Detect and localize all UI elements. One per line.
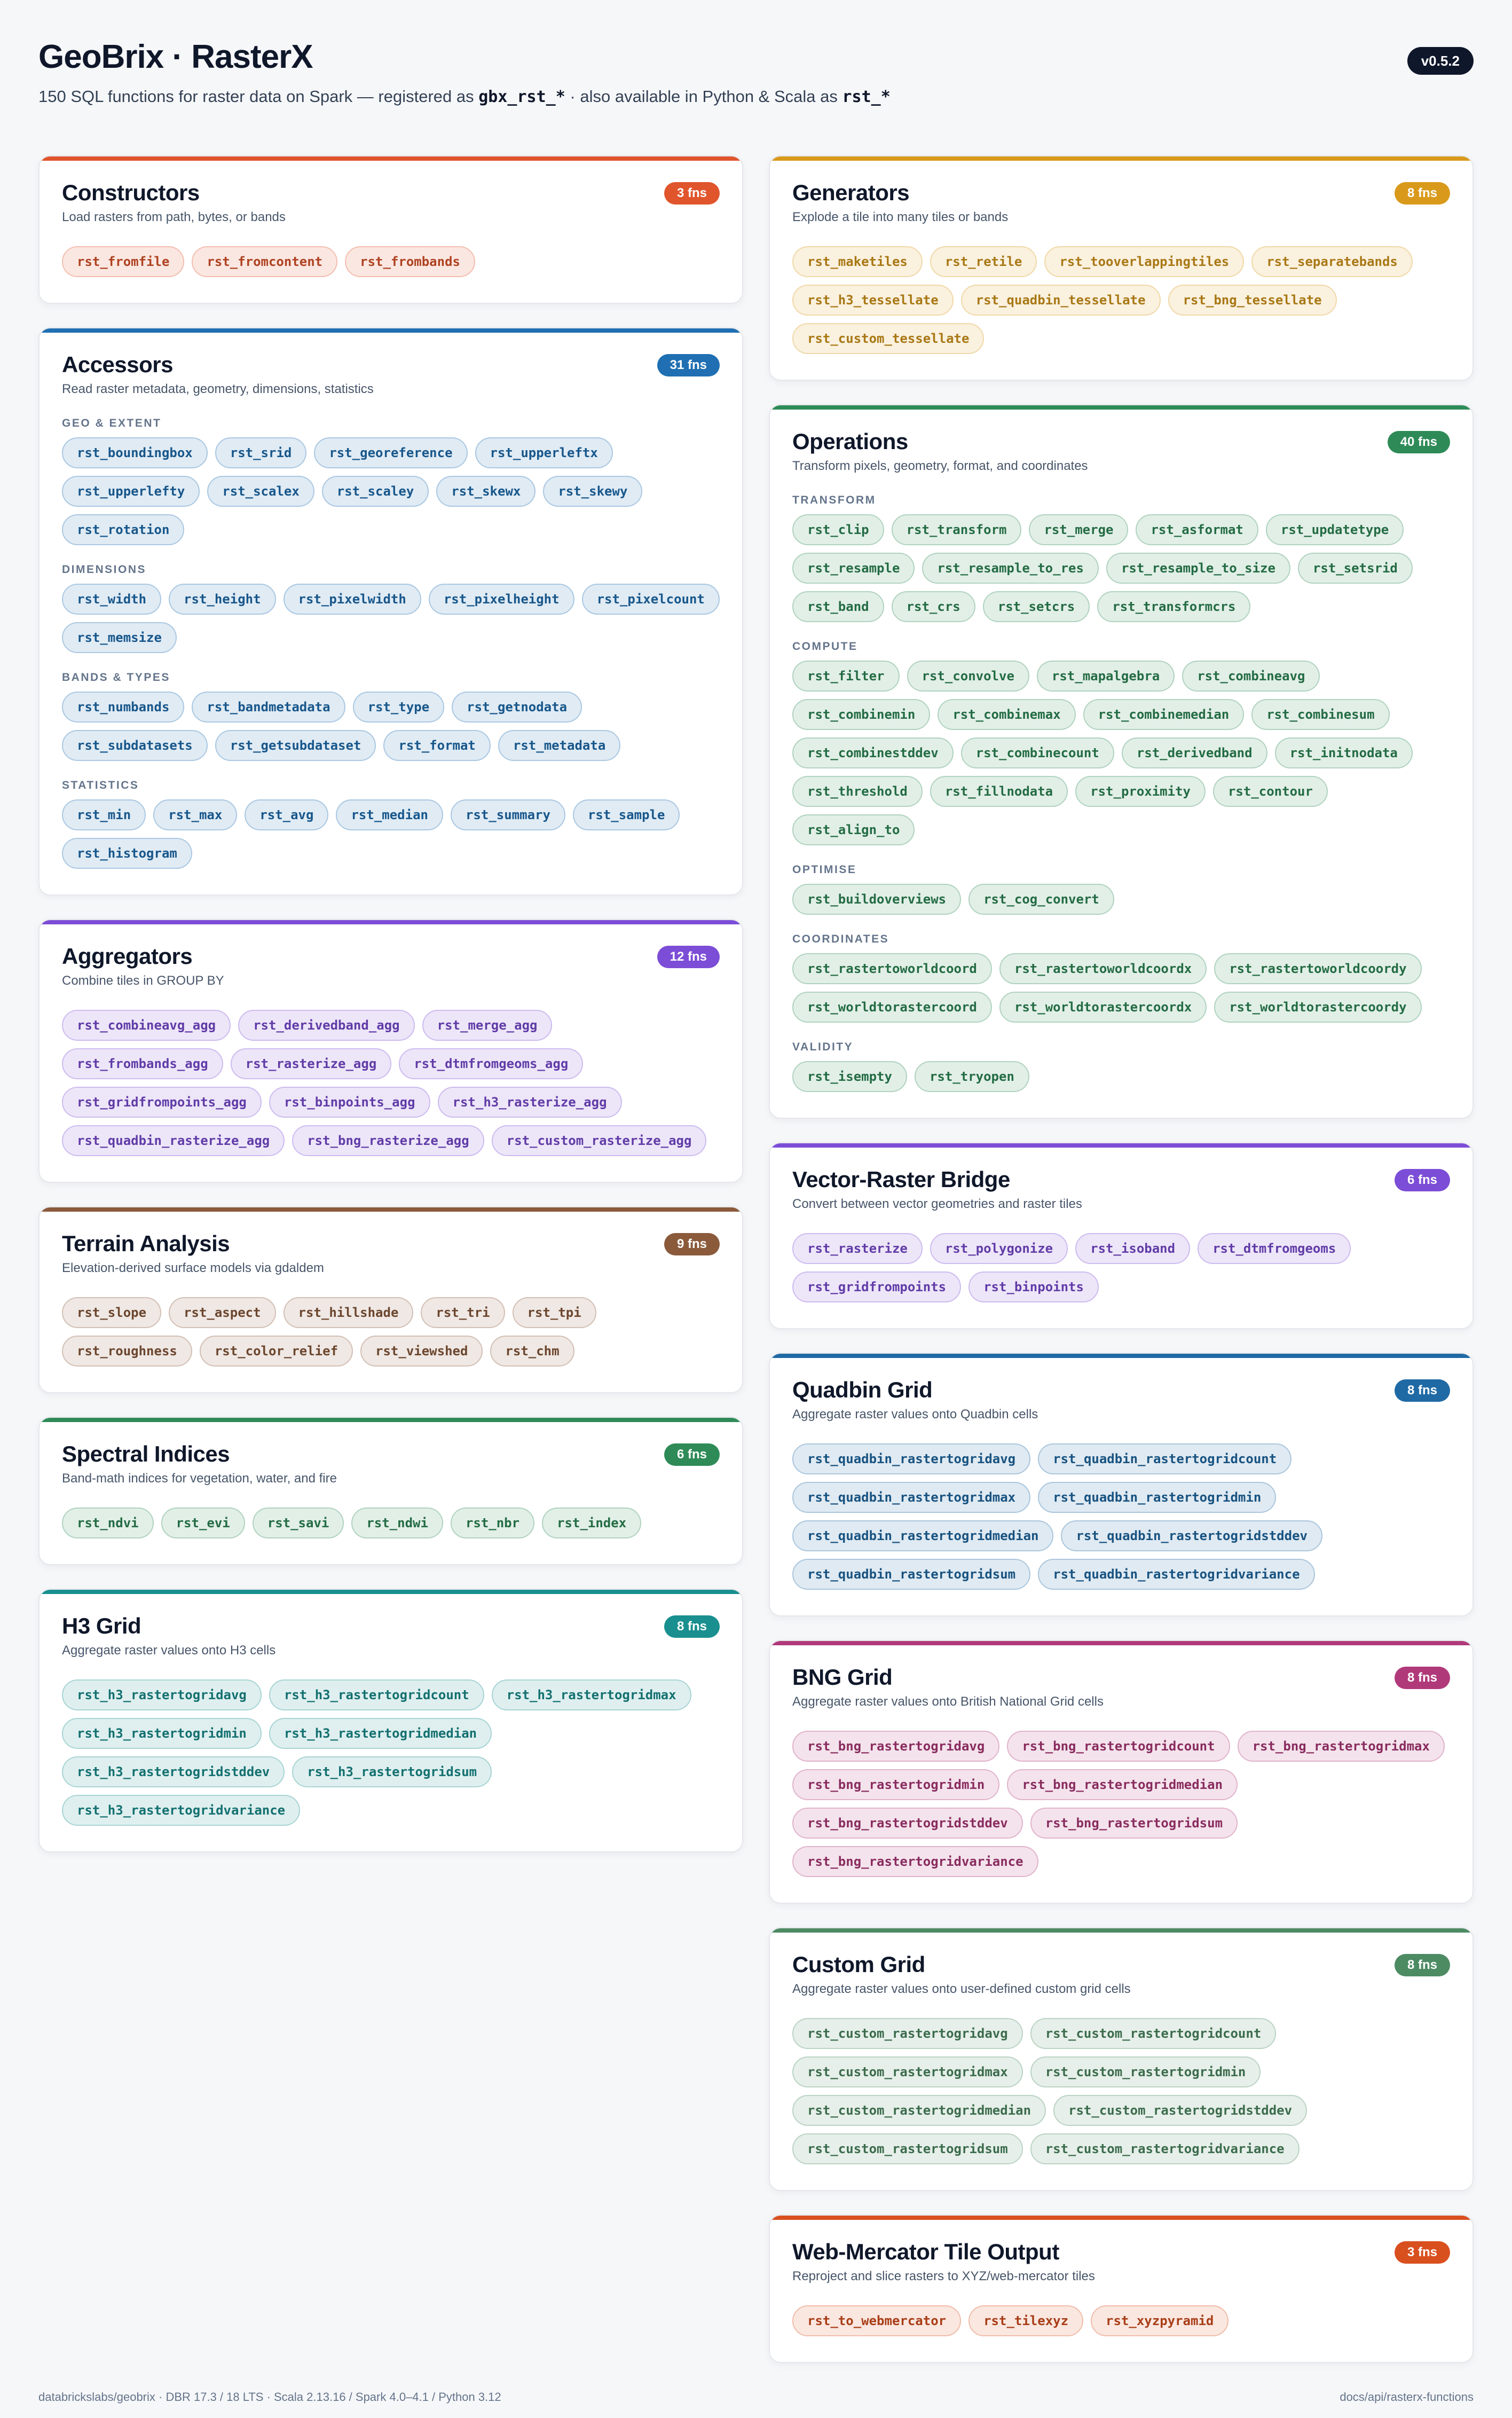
function-chip[interactable]: rst_worldtorastercoordy <box>1214 992 1421 1023</box>
card-bng <box>769 1640 1474 1904</box>
function-chip-list <box>62 584 720 653</box>
card-title: Terrain Analysis <box>62 1231 230 1256</box>
function-chip[interactable]: rst_combinemax <box>938 699 1075 730</box>
function-chip[interactable]: rst_ndwi <box>351 1508 443 1538</box>
function-chip[interactable]: rst_height <box>169 584 276 615</box>
function-chip[interactable]: rst_tpi <box>513 1297 596 1328</box>
card-description: Explode a tile into many tiles or bands <box>792 210 1009 224</box>
function-chip[interactable]: rst_h3_rastertogridsum <box>292 1756 492 1787</box>
card-title: Spectral Indices <box>62 1441 230 1466</box>
function-chip[interactable]: rst_metadata <box>498 730 620 761</box>
function-chip[interactable]: rst_combinemedian <box>1083 699 1245 730</box>
card-description: Band-math indices for vegetation, water, and fire <box>62 1471 337 1486</box>
function-chip[interactable]: rst_custom_rastertogridmin <box>1030 2056 1261 2087</box>
card-description: Transform pixels, geometry, format, and coordinates <box>792 459 1088 473</box>
function-chip[interactable]: rst_skewy <box>543 476 642 507</box>
function-chip[interactable]: rst_custom_rastertogridcount <box>1030 2018 1277 2049</box>
card-header <box>792 1662 1450 1712</box>
function-chip[interactable]: rst_tri <box>421 1297 505 1328</box>
function-chip[interactable]: rst_threshold <box>792 776 923 807</box>
function-chip-list <box>792 1233 1450 1302</box>
function-chip[interactable]: rst_separatebands <box>1251 246 1413 277</box>
count-badge: 6 fns <box>664 1443 720 1466</box>
function-chip-list <box>62 1508 720 1538</box>
function-chip[interactable]: rst_maketiles <box>792 246 923 277</box>
function-chip[interactable]: rst_upperlefty <box>62 476 200 507</box>
card-operations <box>769 404 1474 1119</box>
subtitle-code-rst: rst_* <box>842 88 891 106</box>
function-chip[interactable]: rst_avg <box>245 799 328 830</box>
function-chip[interactable]: rst_frombands <box>345 246 475 277</box>
function-chip[interactable]: rst_buildoverviews <box>792 884 961 915</box>
function-chip[interactable]: rst_band <box>792 591 884 622</box>
count-badge: 6 fns <box>1395 1169 1450 1191</box>
function-chip-list <box>792 1061 1450 1092</box>
card-header <box>62 350 720 399</box>
card-title: Operations <box>792 429 908 454</box>
function-chip[interactable]: rst_transformcrs <box>1097 591 1250 622</box>
function-chip[interactable]: rst_rasterize <box>792 1233 923 1264</box>
card-title: Quadbin Grid <box>792 1377 933 1402</box>
card-header <box>62 1439 720 1488</box>
function-chip[interactable]: rst_bng_rastertogridmedian <box>1007 1769 1238 1800</box>
count-badge: 8 fns <box>1395 182 1450 205</box>
function-chip[interactable]: rst_pixelwidth <box>284 584 421 615</box>
function-chip[interactable]: rst_convolve <box>907 661 1029 692</box>
card-header <box>792 2237 1450 2286</box>
function-chip[interactable]: rst_custom_rastertogridsum <box>792 2133 1023 2164</box>
function-chip[interactable]: rst_subdatasets <box>62 730 208 761</box>
card-accessors <box>38 327 743 896</box>
card-h3 <box>38 1589 743 1852</box>
function-chip[interactable]: rst_max <box>153 799 237 830</box>
function-chip[interactable]: rst_setcrs <box>983 591 1090 622</box>
function-chip[interactable]: rst_bng_rastertogridmax <box>1238 1731 1445 1762</box>
card-description: Convert between vector geometries and raster tiles <box>792 1197 1082 1211</box>
function-chip-list <box>792 1731 1450 1877</box>
right-column <box>769 155 1474 2386</box>
function-chip[interactable]: rst_rastertoworldcoord <box>792 953 992 984</box>
function-chip[interactable]: rst_type <box>353 692 445 723</box>
function-chip[interactable]: rst_contour <box>1213 776 1328 807</box>
card-header <box>62 941 720 991</box>
subtitle-code-gbx: gbx_rst_* <box>478 88 565 106</box>
function-chip[interactable]: rst_h3_rastertogridmin <box>62 1718 262 1749</box>
card-header <box>792 1165 1450 1214</box>
function-chip[interactable]: rst_combinecount <box>961 737 1114 768</box>
function-chip-list <box>62 692 720 761</box>
function-chip[interactable]: rst_getsubdataset <box>215 730 376 761</box>
function-chip[interactable]: rst_custom_rastertogridmax <box>792 2056 1023 2087</box>
function-chip[interactable]: rst_bandmetadata <box>192 692 345 723</box>
function-chip[interactable]: rst_frombands_agg <box>62 1048 223 1079</box>
function-chip[interactable]: rst_pixelheight <box>429 584 574 615</box>
card-terrain <box>38 1206 743 1393</box>
function-chip[interactable]: rst_custom_rastertogridvariance <box>1030 2133 1300 2164</box>
function-chip[interactable]: rst_quadbin_rastertogridsum <box>792 1559 1030 1590</box>
card-header <box>792 178 1450 227</box>
card-description: Aggregate raster values onto British National Grid cells <box>792 1694 1104 1709</box>
card-header <box>792 1375 1450 1424</box>
function-chip[interactable]: rst_merge_agg <box>422 1010 553 1041</box>
count-badge: 3 fns <box>664 182 720 205</box>
function-chip[interactable]: rst_resample_to_size <box>1106 553 1290 584</box>
function-chip[interactable]: rst_scalex <box>207 476 314 507</box>
function-chip[interactable]: rst_quadbin_rastertogridmax <box>792 1482 1030 1513</box>
function-chip[interactable]: rst_hillshade <box>284 1297 414 1328</box>
function-chip[interactable]: rst_getnodata <box>452 692 582 723</box>
function-chip[interactable]: rst_asformat <box>1136 514 1258 545</box>
page-subtitle <box>38 83 1474 111</box>
function-chip[interactable]: rst_h3_rasterize_agg <box>438 1087 622 1118</box>
card-header <box>62 1229 720 1278</box>
card-description: Read raster metadata, geometry, dimensions, statistics <box>62 382 374 396</box>
function-chip[interactable]: rst_summary <box>451 799 565 830</box>
function-chip[interactable]: rst_updatetype <box>1266 514 1404 545</box>
function-chip[interactable]: rst_color_relief <box>200 1336 353 1367</box>
group-label: BANDS & TYPES <box>62 671 170 684</box>
function-chip[interactable]: rst_bng_rasterize_agg <box>292 1125 484 1156</box>
card-title: Aggregators <box>62 944 193 969</box>
function-chip[interactable]: rst_filter <box>792 661 900 692</box>
function-chip[interactable]: rst_quadbin_rastertogridavg <box>792 1443 1030 1474</box>
function-chip[interactable]: rst_tilexyz <box>968 2305 1083 2336</box>
footer <box>38 2390 1474 2404</box>
card-description: Reproject and slice rasters to XYZ/web-mercator tiles <box>792 2269 1095 2283</box>
function-chip[interactable]: rst_fromcontent <box>192 246 337 277</box>
function-chip[interactable]: rst_bng_rastertogridmin <box>792 1769 999 1800</box>
function-chip-list <box>62 246 720 277</box>
count-badge: 40 fns <box>1388 431 1450 453</box>
function-chip[interactable]: rst_pixelcount <box>582 584 720 615</box>
function-chip-list <box>62 1297 720 1367</box>
function-chip[interactable]: rst_h3_rastertogridstddev <box>62 1756 285 1787</box>
function-chip[interactable]: rst_mapalgebra <box>1037 661 1175 692</box>
card-title: Web-Mercator Tile Output <box>792 2239 1059 2264</box>
function-chip-list <box>62 1010 720 1156</box>
group-label: VALIDITY <box>792 1041 854 1053</box>
function-chip[interactable]: rst_bng_rastertogridstddev <box>792 1808 1023 1839</box>
group-label: DIMENSIONS <box>62 563 147 576</box>
function-chip[interactable]: rst_isempty <box>792 1061 907 1092</box>
function-chip[interactable]: rst_combinemin <box>792 699 930 730</box>
function-chip[interactable]: rst_quadbin_rastertogridstddev <box>1061 1520 1322 1551</box>
function-chip[interactable]: rst_rasterize_agg <box>231 1048 392 1079</box>
function-chip-list <box>62 1679 720 1826</box>
function-chip[interactable]: rst_gridfrompoints_agg <box>62 1087 262 1118</box>
count-badge: 3 fns <box>1395 2241 1450 2264</box>
card-title: Constructors <box>62 180 200 205</box>
function-chip[interactable]: rst_cog_convert <box>968 884 1114 915</box>
count-badge: 8 fns <box>1395 1667 1450 1689</box>
count-badge: 31 fns <box>657 354 720 376</box>
function-chip[interactable]: rst_combineavg_agg <box>62 1010 231 1041</box>
function-chip[interactable]: rst_transform <box>892 514 1022 545</box>
footer-doc-link[interactable]: docs/api/rasterx-functions <box>1340 2390 1474 2404</box>
card-webmercator <box>769 2215 1474 2363</box>
function-chip[interactable]: rst_merge <box>1029 514 1128 545</box>
function-chip[interactable]: rst_xyzpyramid <box>1091 2305 1228 2336</box>
card-header <box>62 178 720 227</box>
function-chip[interactable]: rst_skewx <box>436 476 536 507</box>
function-chip[interactable]: rst_sample <box>573 799 680 830</box>
function-chip[interactable]: rst_worldtorastercoord <box>792 992 992 1023</box>
function-chip-list <box>792 514 1450 622</box>
function-chip[interactable]: rst_aspect <box>169 1297 276 1328</box>
card-spectral <box>38 1417 743 1565</box>
function-chip[interactable]: rst_custom_rastertogridavg <box>792 2018 1023 2049</box>
card-title: H3 Grid <box>62 1613 141 1638</box>
function-chip[interactable]: rst_h3_rastertogridavg <box>62 1679 262 1710</box>
function-chip[interactable]: rst_scaley <box>322 476 429 507</box>
card-header <box>62 1611 720 1660</box>
function-chip[interactable]: rst_width <box>62 584 161 615</box>
function-chip[interactable]: rst_setsrid <box>1298 553 1413 584</box>
function-chip[interactable]: rst_median <box>336 799 443 830</box>
function-chip[interactable]: rst_to_webmercator <box>792 2305 961 2336</box>
function-chip[interactable]: rst_evi <box>161 1508 245 1538</box>
function-chip[interactable]: rst_quadbin_rastertogridmin <box>1038 1482 1276 1513</box>
function-chip[interactable]: rst_combineavg <box>1182 661 1320 692</box>
header <box>38 33 1474 113</box>
function-chip-list <box>792 2018 1450 2164</box>
card-title: Generators <box>792 180 910 205</box>
page-title: GeoBrix · RasterX <box>38 38 313 75</box>
function-chip[interactable]: rst_derivedband_agg <box>238 1010 415 1041</box>
function-chip[interactable]: rst_chm <box>490 1336 574 1367</box>
card-generators <box>769 155 1474 381</box>
function-chip[interactable]: rst_bng_rastertogridavg <box>792 1731 999 1762</box>
function-chip[interactable]: rst_isoband <box>1075 1233 1190 1264</box>
card-description: Aggregate raster values onto user-defined custom grid cells <box>792 1982 1131 1996</box>
function-chip[interactable]: rst_srid <box>215 437 307 468</box>
function-chip[interactable]: rst_combinestddev <box>792 737 954 768</box>
footer-meta: databrickslabs/geobrix · DBR 17.3 / 18 LTS · Scala 2.13.16 / Spark 4.0–4.1 / Python 3.12 <box>38 2390 501 2404</box>
function-chip-list <box>792 884 1450 915</box>
function-chip[interactable]: rst_boundingbox <box>62 437 208 468</box>
group-label: COORDINATES <box>792 933 889 945</box>
function-chip[interactable]: rst_derivedband <box>1122 737 1267 768</box>
function-chip[interactable]: rst_binpoints_agg <box>269 1087 430 1118</box>
function-chip[interactable]: rst_custom_tessellate <box>792 323 984 354</box>
group-label: OPTIMISE <box>792 863 857 876</box>
function-chip[interactable]: rst_h3_rastertogridmedian <box>269 1718 492 1749</box>
function-chip[interactable]: rst_dtmfromgeoms_agg <box>399 1048 583 1079</box>
function-chip[interactable]: rst_ndvi <box>62 1508 154 1538</box>
function-chip[interactable]: rst_gridfrompoints <box>792 1271 961 1302</box>
function-chip[interactable]: rst_upperleftx <box>475 437 613 468</box>
function-chip[interactable]: rst_roughness <box>62 1336 192 1367</box>
function-chip[interactable]: rst_crs <box>892 591 975 622</box>
function-chip[interactable]: rst_quadbin_tessellate <box>961 285 1161 316</box>
count-badge: 12 fns <box>657 946 720 968</box>
subtitle-prefix: 150 SQL functions for raster data on Spark — registered as <box>38 87 479 106</box>
function-chip[interactable]: rst_resample_to_res <box>922 553 1099 584</box>
function-chip-list <box>792 661 1450 845</box>
function-chip[interactable]: rst_quadbin_rastertogridmedian <box>792 1520 1053 1551</box>
function-chip[interactable]: rst_viewshed <box>360 1336 483 1367</box>
function-chip-list <box>62 799 720 869</box>
group-label: STATISTICS <box>62 779 139 791</box>
function-chip[interactable]: rst_rastertoworldcoordy <box>1214 953 1421 984</box>
function-chip[interactable]: rst_rotation <box>62 514 184 545</box>
function-chip[interactable]: rst_format <box>383 730 491 761</box>
function-chip[interactable]: rst_min <box>62 799 146 830</box>
function-chip[interactable]: rst_rastertoworldcoordx <box>999 953 1207 984</box>
function-chip[interactable]: rst_slope <box>62 1297 161 1328</box>
version-badge: v0.5.2 <box>1407 47 1474 75</box>
count-badge: 8 fns <box>664 1615 720 1638</box>
function-chip[interactable]: rst_savi <box>253 1508 344 1538</box>
function-chip[interactable]: rst_custom_rastertogridstddev <box>1053 2095 1307 2126</box>
function-chip[interactable]: rst_initnodata <box>1275 737 1413 768</box>
function-chip[interactable]: rst_h3_tessellate <box>792 285 954 316</box>
card-description: Elevation-derived surface models via gdaldem <box>62 1261 324 1275</box>
function-chip[interactable]: rst_fromfile <box>62 246 184 277</box>
card-title: BNG Grid <box>792 1665 893 1690</box>
function-chip[interactable]: rst_quadbin_rastertogridvariance <box>1038 1559 1314 1590</box>
function-chip[interactable]: rst_bng_rastertogridsum <box>1030 1808 1238 1839</box>
card-title: Custom Grid <box>792 1952 925 1977</box>
function-chip[interactable]: rst_bng_tessellate <box>1168 285 1337 316</box>
group-label: GEO & EXTENT <box>62 417 162 429</box>
function-chip-list <box>792 246 1450 354</box>
card-header <box>792 427 1450 476</box>
count-badge: 8 fns <box>1395 1954 1450 1976</box>
subtitle-mid: · also available in Python & Scala as <box>565 87 842 106</box>
function-chip[interactable]: rst_custom_rasterize_agg <box>492 1125 707 1156</box>
function-chip[interactable]: rst_clip <box>792 514 884 545</box>
function-chip[interactable]: rst_tryopen <box>915 1061 1029 1092</box>
card-vector <box>769 1142 1474 1329</box>
card-constructors <box>38 155 743 304</box>
card-description: Combine tiles in GROUP BY <box>62 974 224 988</box>
function-chip-list <box>792 953 1450 1023</box>
count-badge: 8 fns <box>1395 1379 1450 1402</box>
function-chip[interactable]: rst_align_to <box>792 814 915 845</box>
function-chip[interactable]: rst_polygonize <box>930 1233 1068 1264</box>
function-chip[interactable]: rst_memsize <box>62 622 177 653</box>
card-title: Vector-Raster Bridge <box>792 1167 1010 1192</box>
count-badge: 9 fns <box>664 1233 720 1255</box>
function-chip[interactable]: rst_dtmfromgeoms <box>1198 1233 1351 1264</box>
function-chip[interactable]: rst_combinesum <box>1251 699 1389 730</box>
function-chip[interactable]: rst_nbr <box>451 1508 534 1538</box>
function-chip[interactable]: rst_histogram <box>62 838 192 869</box>
function-chip[interactable]: rst_quadbin_rastertogridcount <box>1038 1443 1292 1474</box>
card-description: Load rasters from path, bytes, or bands <box>62 210 286 224</box>
card-description: Aggregate raster values onto H3 cells <box>62 1643 276 1658</box>
function-chip-list <box>792 1443 1450 1590</box>
function-chip[interactable]: rst_custom_rastertogridmedian <box>792 2095 1046 2126</box>
function-chip[interactable]: rst_resample <box>792 553 915 584</box>
group-label: COMPUTE <box>792 640 858 653</box>
function-chip[interactable]: rst_binpoints <box>968 1271 1099 1302</box>
card-header <box>792 1950 1450 1999</box>
card-description: Aggregate raster values onto Quadbin cells <box>792 1407 1038 1422</box>
function-chip[interactable]: rst_georeference <box>314 437 467 468</box>
group-label: TRANSFORM <box>792 494 876 506</box>
function-chip[interactable]: rst_numbands <box>62 692 184 723</box>
function-chip-list <box>792 2305 1450 2336</box>
function-chip[interactable]: rst_index <box>542 1508 641 1538</box>
function-chip[interactable]: rst_h3_rastertogridcount <box>269 1679 484 1710</box>
function-chip[interactable]: rst_tooverlappingtiles <box>1044 246 1244 277</box>
card-title: Accessors <box>62 352 173 377</box>
function-chip[interactable]: rst_fillnodata <box>930 776 1068 807</box>
left-column <box>38 155 743 1876</box>
card-aggregators <box>38 919 743 1183</box>
card-custom <box>769 1927 1474 2191</box>
function-chip[interactable]: rst_bng_rastertogridvariance <box>792 1846 1038 1877</box>
function-chip[interactable]: rst_h3_rastertogridvariance <box>62 1795 300 1826</box>
function-chip[interactable]: rst_proximity <box>1075 776 1206 807</box>
function-chip[interactable]: rst_worldtorastercoordx <box>999 992 1207 1023</box>
card-quadbin <box>769 1353 1474 1616</box>
function-chip[interactable]: rst_h3_rastertogridmax <box>492 1679 691 1710</box>
function-chip[interactable]: rst_quadbin_rasterize_agg <box>62 1125 285 1156</box>
function-chip[interactable]: rst_retile <box>930 246 1037 277</box>
function-chip-list <box>62 437 720 545</box>
function-chip[interactable]: rst_bng_rastertogridcount <box>1007 1731 1230 1762</box>
